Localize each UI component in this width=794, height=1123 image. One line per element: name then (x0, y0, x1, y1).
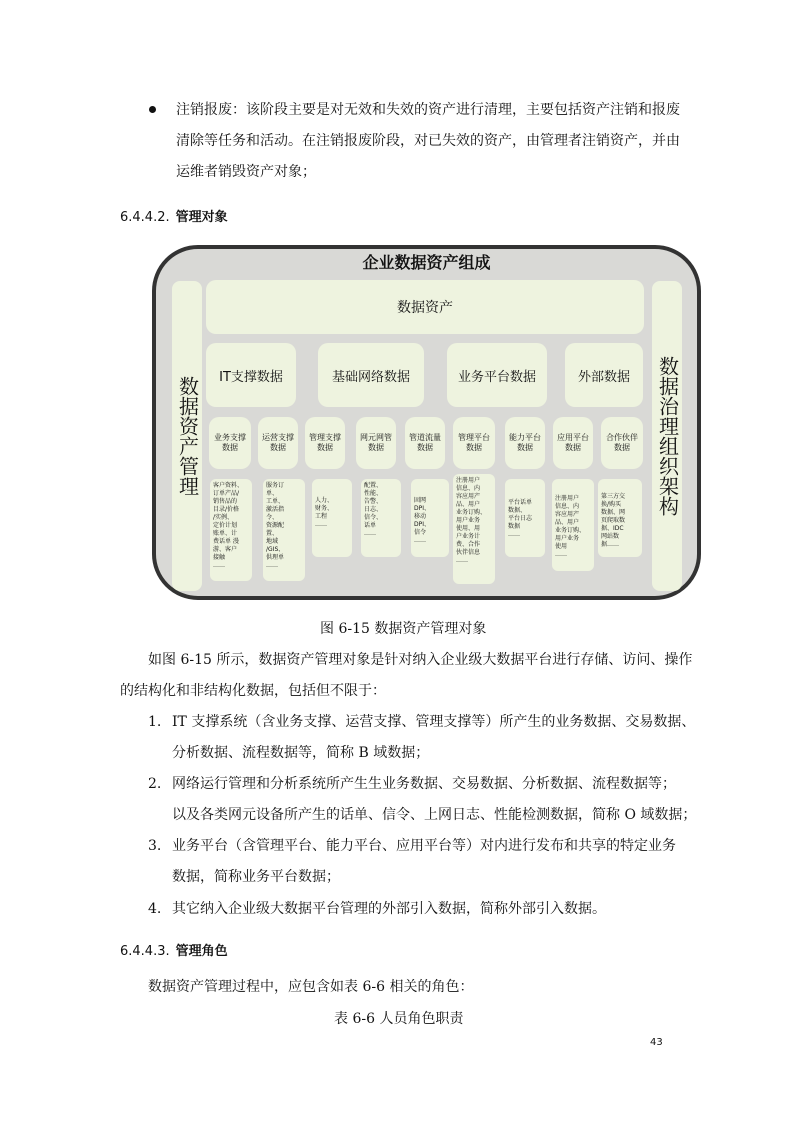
table-caption: 表 6-6 人员角色职责 (334, 1011, 464, 1027)
sub-application-platform: 应用平台数据 (553, 417, 593, 469)
detail-partner: 第三方交 换/购买 数据、网 页爬取数 据、IDC 网站数 据…… (598, 479, 642, 557)
figure-caption: 图 6-15 数据资产管理对象 (320, 621, 487, 637)
sub-management-platform: 管理平台数据 (453, 417, 495, 469)
detail-business-support: 客户资料、 订单产品/ 销售品的 目录/价格 /实例、 定价计划 账单、计 费话单 漫 游、客户 接触 …… (210, 479, 252, 581)
section-heading-management-objects (120, 206, 228, 225)
list-item-3-number: 3. (148, 838, 162, 854)
data-asset-box: 数据资产 (206, 280, 644, 334)
list-item-1-line-1: IT 支撑系统（含业务支撑、运营支撑、管理支撑等）所产生的业务数据、交易数据、 (172, 714, 696, 730)
sub-pipe-traffic: 管道流量数据 (405, 417, 445, 469)
list-item-2-number: 2. (148, 776, 162, 792)
sub-business-support: 业务支撑数据 (209, 417, 251, 469)
section-number: 6.4.4.3. (120, 944, 170, 959)
sub-partner: 合作伙伴数据 (601, 417, 643, 469)
list-item-3-line-1: 业务平台（含管理平台、能力平台、应用平台等）对内进行发布和共享的特定业务 (172, 838, 676, 854)
category-service-platform: 业务平台数据 (447, 343, 547, 407)
body-paragraph-line-1: 如图 6-15 所示，数据资产管理对象是针对纳入企业级大数据平台进行存储、访问、操作 (148, 652, 693, 668)
body-paragraph-line-2: 的结构化和非结构化数据，包括但不限于： (120, 683, 386, 699)
bullet-line-3: 运维者销毁资产对象； (176, 164, 316, 180)
bullet-dot (149, 106, 156, 113)
section-title: 管理角色 (175, 944, 228, 959)
page-number: 43 (650, 1037, 663, 1048)
diagram-title: 企业数据资产组成 (362, 253, 491, 272)
list-item-3-line-2: 数据，简称业务平台数据； (172, 869, 340, 885)
list-item-4-line-1: 其它纳入企业级大数据平台管理的外部引入数据，简称外部引入数据。 (172, 901, 606, 917)
sub-operation-support: 运营支撑数据 (258, 417, 298, 469)
category-it-support: IT支撑数据 (206, 343, 296, 407)
list-item-2-line-1: 网络运行管理和分析系统所产生生业务数据、交易数据、分析数据、流程数据等； (172, 776, 676, 792)
sub-capability-platform: 能力平台数据 (505, 417, 545, 469)
detail-network-element: 配置、 性能、 告警、 日志、 信令、 话单 …… (361, 479, 401, 557)
roles-intro: 数据资产管理过程中，应包含如表 6-6 相关的角色： (148, 979, 474, 995)
detail-operation-support: 服务订 单、 工单、 激活指 令、 资源配 置、 地域 /GIS、 供理单 …… (263, 479, 305, 581)
section-heading-management-roles (120, 940, 228, 959)
category-base-network: 基础网络数据 (318, 343, 424, 407)
list-item-4-number: 4. (148, 901, 162, 917)
list-item-1-number: 1. (148, 714, 162, 730)
left-label-data-asset-management: 数据资产管理 (172, 281, 202, 591)
detail-management-support: 人力、 财务、 工程 …… (312, 479, 352, 557)
bullet-line-1: 注销报废：该阶段主要是对无效和失效的资产进行清理，主要包括资产注销和报废 (176, 102, 680, 118)
detail-capability-platform: 平台话单 数据、 平台日志 数据 …… (505, 479, 545, 557)
sub-network-element: 网元网管数据 (356, 417, 396, 469)
detail-pipe-traffic: 固网 DPI、 移动 DPI、 信令 …… (411, 479, 449, 557)
detail-application-platform: 注册用户 信息、内 容应用产 品、用户 业务订购、 用户业务 使用 …… (552, 479, 594, 571)
list-item-2-line-2: 以及各类网元设备所产生的话单、信令、上网日志、性能检测数据，简称 O 域数据； (172, 807, 697, 823)
detail-management-platform: 注册用户 信息、内 容应用产 品、用户 业务订购、 用户业务 使用、用 户业务计 费、合作 伙伴信息 …… (453, 474, 495, 584)
section-number: 6.4.4.2. (120, 210, 170, 225)
list-item-1-line-2: 分析数据、流程数据等，简称 B 域数据； (172, 745, 430, 761)
sub-management-support: 管理支撑数据 (305, 417, 345, 469)
right-label-data-governance: 数据治理组织架构 (652, 281, 682, 591)
bullet-line-2: 清除等任务和活动。在注销报废阶段，对已失效的资产，由管理者注销资产，并由 (176, 133, 680, 149)
category-external: 外部数据 (565, 343, 643, 407)
section-title: 管理对象 (175, 210, 228, 225)
